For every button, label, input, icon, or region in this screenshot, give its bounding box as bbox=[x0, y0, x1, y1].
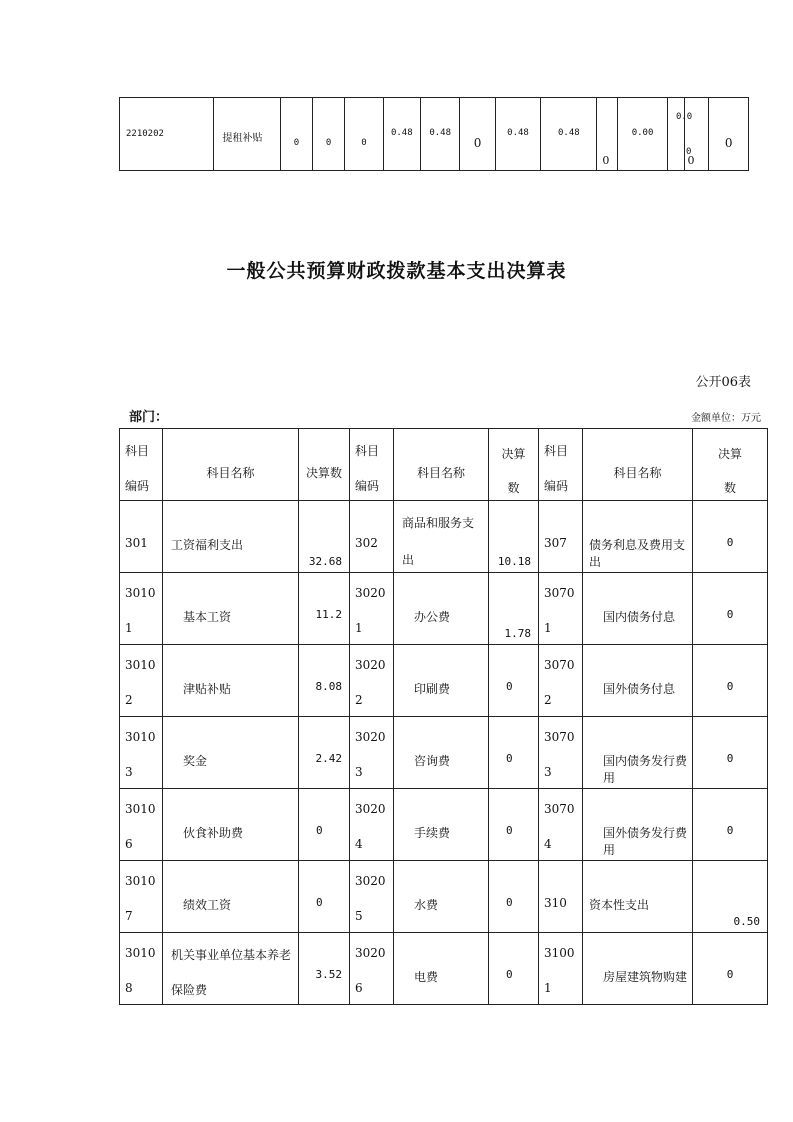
subject-name: 咨询费 bbox=[414, 754, 451, 768]
subject-name: 保险费 bbox=[171, 983, 208, 997]
table-row bbox=[120, 933, 768, 1005]
subject-name: 房屋建筑物购建 bbox=[603, 970, 688, 984]
table-row bbox=[120, 98, 749, 171]
subject-name: 绩效工资 bbox=[183, 898, 232, 912]
header-name: 科目名称 bbox=[613, 466, 662, 480]
value: 0 bbox=[687, 154, 695, 167]
value: 0.48 bbox=[390, 128, 413, 138]
amount: 0 bbox=[726, 608, 734, 621]
subject-code: 3010 bbox=[125, 586, 156, 600]
amount: 0 bbox=[726, 680, 734, 693]
amount: 0 bbox=[506, 896, 513, 909]
subject-name: 津贴补贴 bbox=[183, 682, 232, 696]
subject-code: 3020 bbox=[355, 658, 386, 672]
subject-code: 3010 bbox=[125, 730, 156, 744]
header-amount: 决算 bbox=[717, 447, 742, 461]
subject-name: 奖金 bbox=[183, 754, 208, 768]
subject-code: 8 bbox=[125, 981, 133, 995]
subject-code: 7 bbox=[125, 909, 133, 923]
amount: 0 bbox=[726, 968, 734, 981]
value: 0 bbox=[685, 147, 692, 157]
subject-name: 国内债务发行费用 bbox=[603, 754, 688, 785]
subject-code: 1 bbox=[544, 981, 552, 995]
subject-name: 电费 bbox=[414, 970, 439, 984]
table-row bbox=[120, 789, 768, 861]
subject-code: 2210202 bbox=[126, 129, 164, 139]
subject-code: 6 bbox=[355, 981, 363, 995]
page-title: 一般公共预算财政拨款基本支出决算表 bbox=[226, 260, 567, 282]
subject-code: 3070 bbox=[544, 802, 575, 816]
subject-name: 资本性支出 bbox=[589, 898, 650, 912]
subject-code: 5 bbox=[355, 909, 363, 923]
subject-name: 工资福利支出 bbox=[171, 538, 244, 552]
table-row bbox=[120, 573, 768, 645]
header-code: 科目 bbox=[125, 444, 150, 458]
header-code: 科目 bbox=[544, 444, 569, 458]
amount: 0 bbox=[506, 824, 513, 837]
subject-code: 3020 bbox=[355, 586, 386, 600]
amount: 0 bbox=[506, 968, 513, 981]
value: 0.00 bbox=[631, 128, 654, 138]
subject-code: 3100 bbox=[544, 946, 575, 960]
subject-code: 3010 bbox=[125, 802, 156, 816]
header-name: 科目名称 bbox=[206, 466, 255, 480]
subject-code: 6 bbox=[125, 837, 133, 851]
amount: 0 bbox=[316, 896, 323, 909]
amount: 0 bbox=[506, 752, 513, 765]
table-row bbox=[120, 861, 768, 933]
header-amount: 数 bbox=[723, 481, 736, 495]
header-code: 编码 bbox=[125, 479, 150, 493]
subject-code: 3 bbox=[125, 765, 133, 779]
subject-code: 3020 bbox=[355, 946, 386, 960]
subject-code: 3020 bbox=[355, 874, 386, 888]
table-row bbox=[120, 645, 768, 717]
subject-name: 提租补贴 bbox=[222, 133, 263, 144]
subject-code: 3 bbox=[544, 765, 552, 779]
value: 0.48 bbox=[558, 128, 580, 138]
subject-code: 3010 bbox=[125, 874, 156, 888]
value: 0 bbox=[602, 154, 610, 167]
subject-code: 3070 bbox=[544, 586, 575, 600]
department-label: 部门： bbox=[129, 410, 169, 425]
subject-code: 4 bbox=[544, 837, 552, 851]
value: 0 bbox=[361, 138, 367, 148]
subject-name: 机关事业单位基本养老 bbox=[171, 948, 292, 962]
amount: 0 bbox=[316, 824, 323, 837]
subject-name: 手续费 bbox=[414, 826, 451, 840]
header-code: 编码 bbox=[355, 479, 380, 493]
subject-code: 3010 bbox=[125, 946, 156, 960]
subject-code: 310 bbox=[544, 896, 567, 910]
subject-code: 1 bbox=[355, 621, 363, 635]
subject-code: 2 bbox=[125, 693, 133, 707]
header-amount: 数 bbox=[507, 481, 520, 495]
amount: 32.68 bbox=[308, 555, 342, 568]
subject-code: 302 bbox=[355, 536, 378, 550]
subject-name: 水费 bbox=[414, 898, 439, 912]
value: 0.0 bbox=[675, 112, 693, 122]
table-row bbox=[120, 501, 768, 573]
amount: 10.18 bbox=[497, 555, 531, 568]
subject-name: 商品和服务支 bbox=[402, 516, 475, 530]
subject-name: 债务利息及费用支出 bbox=[589, 538, 686, 569]
amount: 0 bbox=[726, 752, 734, 765]
header-amount: 决算 bbox=[501, 447, 526, 461]
subject-code: 307 bbox=[544, 536, 567, 550]
subject-code: 1 bbox=[544, 621, 552, 635]
subject-code: 3070 bbox=[544, 730, 575, 744]
value: 0 bbox=[293, 138, 300, 148]
subject-name: 基本工资 bbox=[183, 610, 232, 624]
subject-code: 4 bbox=[355, 837, 363, 851]
amount: 0 bbox=[726, 824, 734, 837]
name-cell bbox=[214, 98, 280, 171]
value: 0.48 bbox=[507, 128, 529, 138]
value: 0 bbox=[724, 136, 733, 150]
subject-name: 国内债务付息 bbox=[603, 610, 676, 624]
header-row bbox=[120, 429, 768, 501]
expenditure-table bbox=[119, 428, 768, 1005]
header-code: 科目 bbox=[355, 444, 380, 458]
subject-code: 3010 bbox=[125, 658, 156, 672]
header-code: 编码 bbox=[544, 479, 569, 493]
top-fragment-table bbox=[119, 97, 749, 171]
header-name: 科目名称 bbox=[416, 466, 465, 480]
subject-name: 国外债务付息 bbox=[603, 682, 676, 696]
form-number: 公开06表 bbox=[695, 375, 751, 390]
subject-name: 出 bbox=[402, 553, 415, 567]
amount: 3.52 bbox=[315, 968, 342, 981]
subject-code: 2 bbox=[355, 693, 363, 707]
amount: 1.78 bbox=[504, 627, 531, 640]
subject-name: 办公费 bbox=[414, 610, 451, 624]
value: 0 bbox=[325, 138, 332, 148]
amount: 2.42 bbox=[315, 752, 342, 765]
table-row bbox=[120, 717, 768, 789]
subject-code: 301 bbox=[125, 536, 148, 550]
amount: 0 bbox=[726, 536, 734, 549]
subject-code: 3 bbox=[355, 765, 363, 779]
subject-code: 3020 bbox=[355, 730, 386, 744]
subject-name: 国外债务发行费用 bbox=[603, 826, 688, 857]
amount: 0 bbox=[506, 680, 513, 693]
amount: 0.50 bbox=[733, 915, 760, 928]
unit-label: 金额单位：万元 bbox=[691, 413, 761, 424]
subject-name: 印刷费 bbox=[414, 682, 451, 696]
value: 0.48 bbox=[429, 128, 452, 138]
header-amount: 决算数 bbox=[305, 466, 342, 480]
subject-code: 1 bbox=[125, 621, 133, 635]
amount: 11.2 bbox=[315, 608, 342, 621]
amount: 8.08 bbox=[315, 680, 342, 693]
subject-code: 3020 bbox=[355, 802, 386, 816]
value: 0 bbox=[473, 136, 482, 150]
code-cell bbox=[120, 98, 214, 171]
subject-code: 3070 bbox=[544, 658, 575, 672]
subject-name: 伙食补助费 bbox=[183, 826, 244, 840]
subject-code: 2 bbox=[544, 693, 552, 707]
